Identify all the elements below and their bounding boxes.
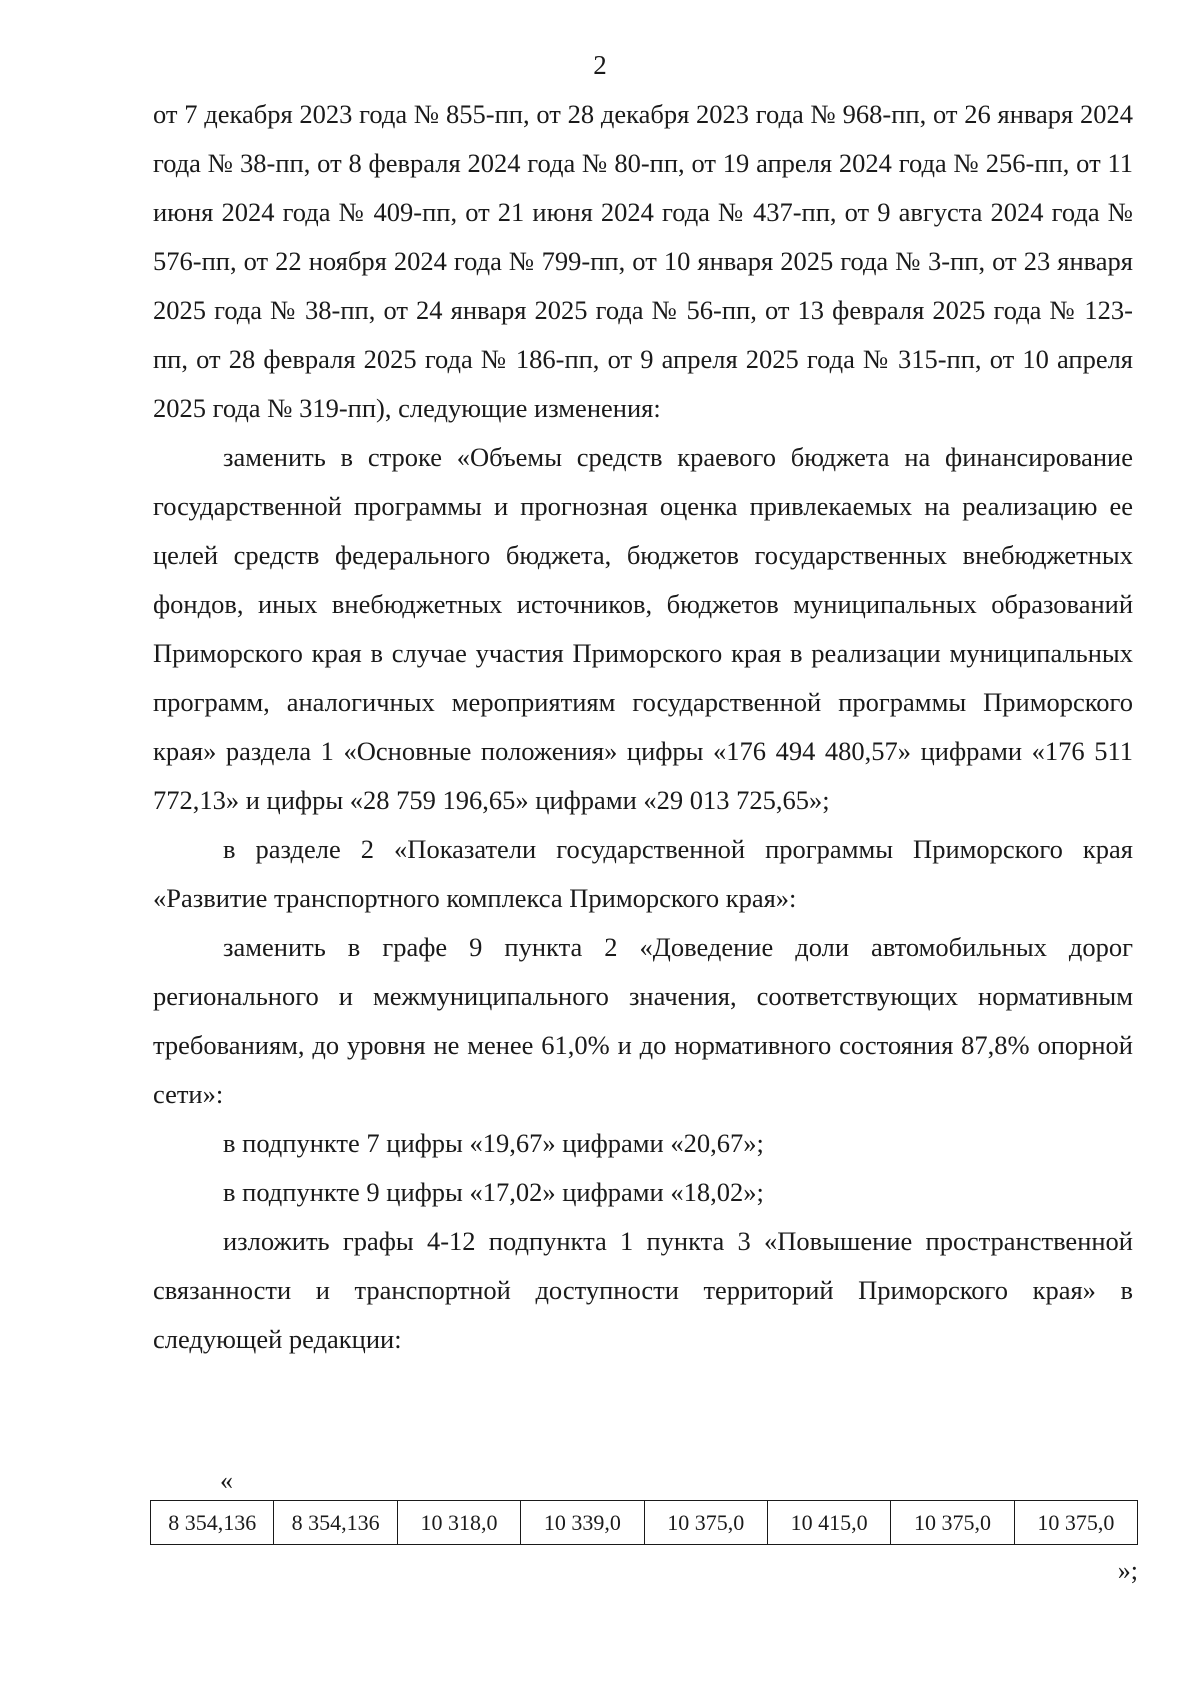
- table-cell: 10 375,0: [644, 1501, 767, 1545]
- page-number: 2: [593, 50, 607, 80]
- paragraph-subitem-7: в подпункте 7 цифры «19,67» цифрами «20,67»;: [223, 1128, 764, 1158]
- paragraph-restate-columns: изложить графы 4-12 подпункта 1 пункта 3 «Повышение пространственной связанности и транспортной доступности территорий Приморского края» в следующей редакции:: [153, 1226, 1133, 1354]
- table-cell: 10 339,0: [521, 1501, 644, 1545]
- paragraph-amendment-list: от 7 декабря 2023 года № 855-пп, от 28 декабря 2023 года № 968-пп, от 26 января 2024 года № 38-пп, от 8 февраля 2024 года № 80-пп, от 19 апреля 2024 года № 256-пп, от 11 июня 2024 года № 409-пп, от 21 июня 2024 года № 437-пп, от 9 августа 2024 года № 576-пп, от 22 ноября 2024 года № 799-пп, от 10 января 2025 года № 3-пп, от 23 января 2025 года № 38-пп, от 24 января 2025 года № 56-пп, от 13 февраля 2025 года № 123-пп, от 28 февраля 2025 года № 186-пп, от 9 апреля 2025 года № 315-пп, от 10 апреля 2025 года № 319-пп), следующие изменения:: [153, 99, 1133, 423]
- table-cell: 8 354,136: [274, 1501, 397, 1545]
- paragraph-section-2-heading: в разделе 2 «Показатели государственной программы Приморского края «Развитие транспортного комплекса Приморского края»:: [153, 834, 1133, 913]
- table-cell: 8 354,136: [151, 1501, 274, 1545]
- paragraph-replace-funding-figures: заменить в строке «Объемы средств краевого бюджета на финансирование государственной программы и прогнозная оценка привлекаемых на реализацию ее целей средств федерального бюджета, бюджетов государственных внебюджетных фондов, иных внебюджетных источников, бюджетов муниципальных образований Приморского края в случае участия Приморского края в реализации муниципальных программ, аналогичных мероприятиям государственной программы Приморского края» раздела 1 «Основные положения» цифры «176 494 480,57» цифрами «176 511 772,13» и цифры «28 759 196,65» цифрами «29 013 725,65»;: [153, 442, 1133, 815]
- table-cell: 10 375,0: [891, 1501, 1014, 1545]
- closing-quote-mark: »;: [1117, 1556, 1138, 1585]
- paragraph-replace-column-9: заменить в графе 9 пункта 2 «Доведение доли автомобильных дорог регионального и межмуниципального значения, соответствующих нормативным требованиям, до уровня не менее 61,0% и до нормативного состояния 87,8% опорной сети»:: [153, 932, 1133, 1109]
- opening-quote-mark: «: [220, 1466, 233, 1495]
- table-cell: 10 375,0: [1014, 1501, 1137, 1545]
- values-table: [150, 1500, 1138, 1545]
- table-cell: 10 318,0: [397, 1501, 520, 1545]
- paragraph-subitem-9: в подпункте 9 цифры «17,02» цифрами «18,02»;: [223, 1177, 764, 1207]
- table-cell: 10 415,0: [767, 1501, 890, 1545]
- body-text: [153, 90, 1133, 1364]
- table-row: [151, 1501, 1138, 1545]
